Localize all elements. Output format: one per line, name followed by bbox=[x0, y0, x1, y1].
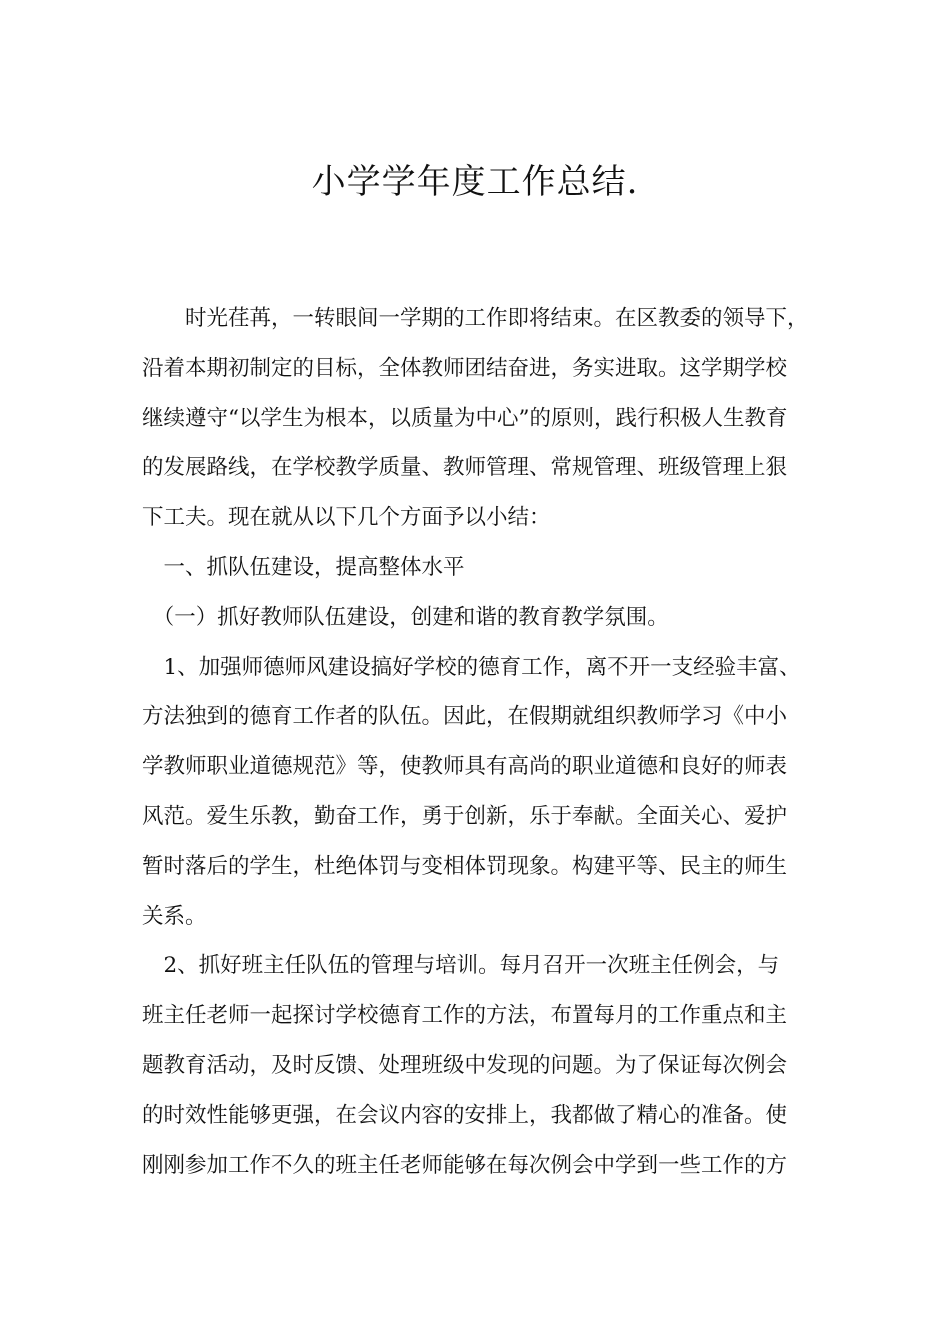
body-line: 继续遵守“以学生为根本，以质量为中心”的原则，践行积极人生教育 bbox=[142, 405, 788, 431]
body-line: 时光荏苒，一转眼间一学期的工作即将结束。在区教委的领导下， bbox=[142, 306, 809, 331]
body-line: 1、加强师德师风建设搞好学校的德育工作，离不开一支经验丰富、 bbox=[142, 654, 801, 680]
body-line: 2、抓好班主任队伍的管理与培训。每月召开一次班主任例会，与 bbox=[142, 953, 780, 979]
body-line: 沿着本期初制定的目标，全体教师团结奋进，务实进取。这学期学校 bbox=[142, 355, 788, 381]
body-line: 的时效性能够更强，在会议内容的安排上，我都做了精心的准备。使 bbox=[142, 1102, 788, 1128]
body-line: 方法独到的德育工作者的队伍。因此，在假期就组织教师学习《中小 bbox=[142, 704, 788, 730]
body-line: 题教育活动，及时反馈、处理班级中发现的问题。为了保证每次例会 bbox=[142, 1052, 788, 1078]
subsection-heading: （一）抓好教师队伍建设，创建和谐的教育教学氛围。 bbox=[142, 604, 669, 630]
section-heading: 一、抓队伍建设，提高整体水平 bbox=[142, 554, 465, 580]
body-line: 风范。爱生乐教，勤奋工作，勇于创新，乐于奉献。全面关心、爱护 bbox=[142, 803, 788, 829]
body-line: 班主任老师一起探讨学校德育工作的方法，布置每月的工作重点和主 bbox=[142, 1003, 788, 1029]
document-body bbox=[142, 294, 842, 1190]
body-line: 暂时落后的学生，杜绝体罚与变相体罚现象。构建平等、民主的师生 bbox=[142, 853, 788, 879]
body-line: 的发展路线，在学校教学质量、教师管理、常规管理、班级管理上狠 bbox=[142, 455, 788, 481]
body-line: 刚刚参加工作不久的班主任老师能够在每次例会中学到一些工作的方 bbox=[142, 1152, 788, 1178]
body-line: 学教师职业道德规范》等，使教师具有高尚的职业道德和良好的师表 bbox=[142, 754, 788, 780]
body-line: 下工夫。现在就从以下几个方面予以小结： bbox=[142, 505, 551, 531]
document-title: 小学学年度工作总结. bbox=[311, 162, 639, 202]
body-line: 关系。 bbox=[142, 903, 207, 929]
